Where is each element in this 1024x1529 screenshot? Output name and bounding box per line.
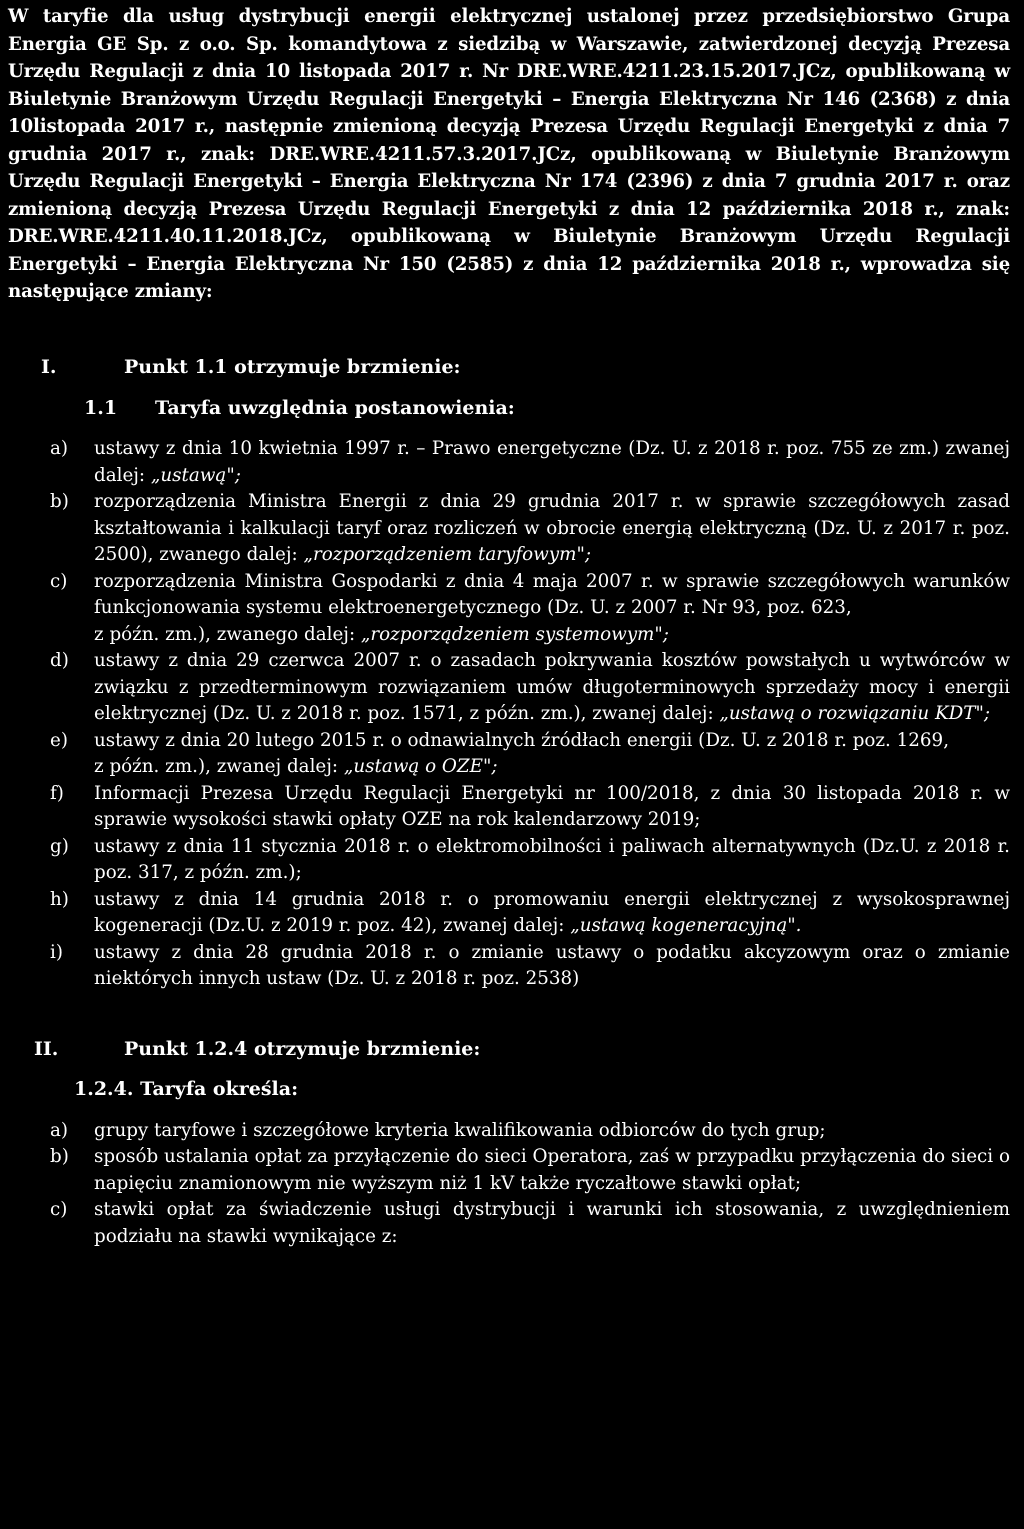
list-item-defined-term: „rozporządzeniem systemowym"; [360, 623, 669, 645]
subsection-1-1-number: 1.1 [84, 397, 118, 420]
section-2-heading [8, 1037, 1010, 1061]
section-2-number: II. [34, 1037, 59, 1060]
list-item-c [8, 1197, 1010, 1250]
list-item-e [8, 728, 1010, 781]
list-item-text: stawki opłat za świadczenie usługi dystrybucji i warunki ich stosowania, z uwzględnieniem podziału na stawki wynikające z: [94, 1199, 1010, 1247]
list-item-b [8, 1144, 1010, 1197]
list-item-letter: d) [50, 650, 69, 672]
list-item-text [94, 781, 1010, 834]
list-item-letter: f) [50, 782, 64, 804]
list-item-body: rozporządzenia Ministra Gospodarki z dnia 4 maja 2007 r. w sprawie szczegółowych warunków funkcjonowania systemu elektroenergetycznego (Dz. U. z 2007 r. Nr 93, poz. 623, [94, 570, 1010, 619]
intro-paragraph: W taryfie dla usług dystrybucji energii elektrycznej ustalonej przez przedsiębiorstwo Grupa Energia GE Sp. z o.o. Sp. komandytowa z siedzibą w Warszawie, zatwierdzonej decyzją Prezesa Urzędu Regulacji z dnia 10 listopada 2017 r. Nr DRE.WRE.4211.23.15.2017.JCz, opublikowaną w Biuletynie Branżowym Urzędu Regulacji Energetyki – Energia Elektryczna Nr 146 (2368) z dnia 10listopada 2017 r., następnie zmienioną decyzją Prezesa Urzędu Regulacji Energetyki z dnia 7 grudnia 2017 r., znak: DRE.WRE.4211.57.3.2017.JCz, opublikowaną w Biuletynie Branżowym Urzędu Regulacji Energetyki – Energia Elektryczna Nr 174 (2396) z dnia 7 grudnia 2017 r. oraz zmienioną decyzją Prezesa Urzędu Regulacji Energetyki z dnia 12 października 2018 r., znak: DRE.WRE.4211.40.11.2018.JCz, opublikowaną w Biuletynie Branżowym Urzędu Regulacji Energetyki – Energia Elektryczna Nr 150 (2585) z dnia 12 października 2018 r., wprowadza się następujące zmiany: [8, 6, 1010, 303]
list-item-g [8, 834, 1010, 887]
list-item-i [8, 940, 1010, 993]
list-item-letter: e) [50, 729, 68, 751]
subsection-1-2-4-heading [8, 1077, 1010, 1101]
list-item-body: ustawy z dnia 29 czerwca 2007 r. o zasadach pokrywania kosztów powstałych u wytwórców w związku z przedterminowym rozwiązaniem umów długoterminowych sprzedaży mocy i energii elektrycznej (Dz. U. z 2018 r. poz. 1571, z późn. zm.), zwanej dalej: [94, 650, 1010, 725]
subsection-1-1-heading [8, 396, 1010, 420]
section-1-number: I. [41, 356, 57, 379]
list-item-body-continued: z późn. zm.), zwanej dalej: [94, 756, 344, 778]
list-item-text [94, 648, 1010, 728]
list-item-body: ustawy z dnia 11 stycznia 2018 r. o elektromobilności i paliwach alternatywnych (Dz.U. z 2018 r. poz. 317, z późn. zm.); [94, 835, 1010, 884]
list-item-letter: b) [50, 491, 69, 513]
list-item-a [8, 436, 1010, 489]
list-item-body: ustawy z dnia 10 kwietnia 1997 r. – Prawo energetyczne (Dz. U. z 2018 r. poz. 755 ze zm.) zwanej dalej: [94, 438, 1010, 486]
list-item-h [8, 887, 1010, 940]
list-item-letter: g) [50, 835, 69, 857]
list-item-d [8, 648, 1010, 728]
list-item-letter: c) [50, 570, 68, 592]
list-item-letter: b) [50, 1146, 69, 1168]
list-item-text [94, 887, 1010, 940]
list-item-text [94, 728, 1010, 781]
list-item-letter: h) [50, 888, 69, 910]
list-item-text [94, 940, 1010, 993]
section-1-list [8, 436, 1010, 993]
list-item-defined-term: „ustawą kogeneracyjną". [570, 915, 802, 937]
list-item-text: grupy taryfowe i szczegółowe kryteria kwalifikowania odbiorców do tych grup; [94, 1119, 826, 1141]
list-item-body: ustawy z dnia 20 lutego 2015 r. o odnawialnych źródłach energii (Dz. U. z 2018 r. poz. 1269, [94, 729, 950, 751]
section-2-list [8, 1118, 1010, 1251]
list-item-text [94, 489, 1010, 569]
list-item-letter: a) [50, 1119, 69, 1141]
list-item-text [94, 834, 1010, 887]
list-item-body: ustawy z dnia 14 grudnia 2018 r. o promowaniu energii elektrycznej z wysokosprawnej kogeneracji (Dz.U. z 2019 r. poz. 42), zwanej dalej: [94, 888, 1010, 937]
list-item-body-continued: z późn. zm.), zwanego dalej: [94, 623, 361, 645]
list-item-body: Informacji Prezesa Urzędu Regulacji Energetyki nr 100/2018, z dnia 30 listopada 2018 r. w sprawie wysokości stawki opłaty OZE na rok kalendarzowy 2019; [94, 782, 1010, 831]
subsection-1-2-4-title: Taryfa określa: [140, 1077, 299, 1100]
list-item-text: sposób ustalania opłat za przyłączenie do sieci Operatora, zaś w przypadku przyłączenia do sieci o napięciu znamionowym nie wyższym niż 1 kV także ryczałtowe stawki opłat; [94, 1146, 1010, 1194]
section-1-title: Punkt 1.1 otrzymuje brzmienie: [124, 356, 461, 379]
list-item-text [94, 436, 1010, 489]
list-item-f [8, 781, 1010, 834]
subsection-1-1-title: Taryfa uwzględnia postanowienia: [155, 397, 515, 420]
list-item-letter: i) [50, 941, 63, 963]
list-item-defined-term: „ustawą"; [150, 464, 241, 486]
list-item-c [8, 569, 1010, 649]
list-item-defined-term: „rozporządzeniem taryfowym"; [303, 544, 592, 566]
section-2-title: Punkt 1.2.4 otrzymuje brzmienie: [124, 1037, 481, 1060]
list-item-letter: a) [50, 438, 69, 460]
list-item-letter: c) [50, 1199, 68, 1221]
list-item-b [8, 489, 1010, 569]
list-item-defined-term: „ustawą o OZE"; [343, 756, 498, 778]
list-item-a [8, 1118, 1010, 1145]
subsection-1-2-4-number: 1.2.4. [74, 1077, 134, 1100]
section-1-heading [8, 355, 1010, 379]
list-item-text [94, 569, 1010, 649]
list-item-body: ustawy z dnia 28 grudnia 2018 r. o zmianie ustawy o podatku akcyzowym oraz o zmianie niektórych innych ustaw (Dz. U. z 2018 r. poz. 2538) [94, 941, 1010, 990]
list-item-defined-term: „ustawą o rozwiązaniu KDT"; [719, 703, 991, 725]
list-item-body: rozporządzenia Ministra Energii z dnia 29 grudnia 2017 r. w sprawie szczegółowych zasad kształtowania i kalkulacji taryf oraz rozliczeń w obrocie energią elektryczną (Dz. U. z 2017 r. poz. 2500), zwanego dalej: [94, 491, 1010, 566]
